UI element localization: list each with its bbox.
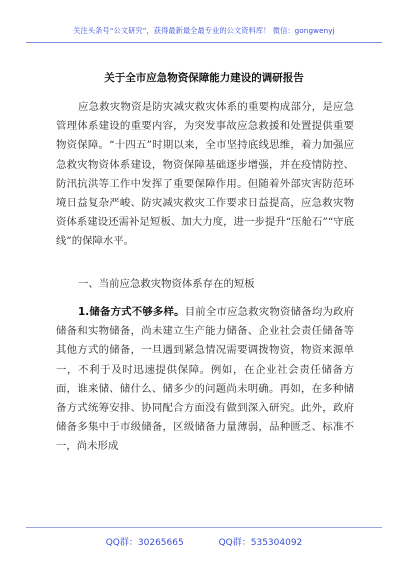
footer — [0, 535, 408, 548]
header-banner: 关注头条号“公文研究”，获得最新最全最专业的公文资料库！ 微信：gongwenyj — [73, 26, 335, 35]
header-divider — [26, 42, 382, 43]
footer-qq-group-2: QQ群：535304092 — [218, 538, 303, 548]
footer-divider — [26, 527, 382, 528]
document-title: 关于全市应急物资保障能力建设的调研报告 — [104, 72, 304, 84]
footer-qq-group-1: QQ群：30265665 — [105, 538, 184, 548]
intro-paragraph: 应急救灾物资是防灾减灾救灾体系的重要构成部分，是应急管理体系建设的重要内容，为突发事故应急救援和处置提供重要物资保障。“十四五”时期以来，全市坚持底线思维，着力加强应急救灾物资体系建设，物资保障基础逐步增强，并在疫情防控、防汛抗洪等工作中发挥了重要保障作用。但随着外部灾害防范环境日益复杂严峻、防灾减灾救灾工作要求日益提高，应急救灾物资体系建设还需补足短板、加大力度，进一步提升“压舱石”“守底线”的保障水平。 — [56, 101, 354, 248]
section-heading: 一、当前应急救灾物资体系存在的短板 — [78, 278, 255, 290]
point-title: 1.储备方式不够多样。 — [78, 306, 185, 318]
point-paragraph — [56, 303, 354, 457]
point-body: 目前全市应急救灾物资储备均为政府储备和实物储备，尚未建立生产能力储备、企业社会责任储备等其他方式的储备，一旦遇到紧急情况需要调拨物资，物资来源单一，不利于及时迅速提供保障。例如，在企业社会责任储备方面，谁来储、储什么、储多少的问题尚未明确。再如，在多种储备方式统筹安排、协同配合方面没有做到深入研究。此外，政府储备多集中于市级储备，区级储备力量薄弱，品种匮乏、标准不一，尚未形成 — [56, 306, 354, 453]
